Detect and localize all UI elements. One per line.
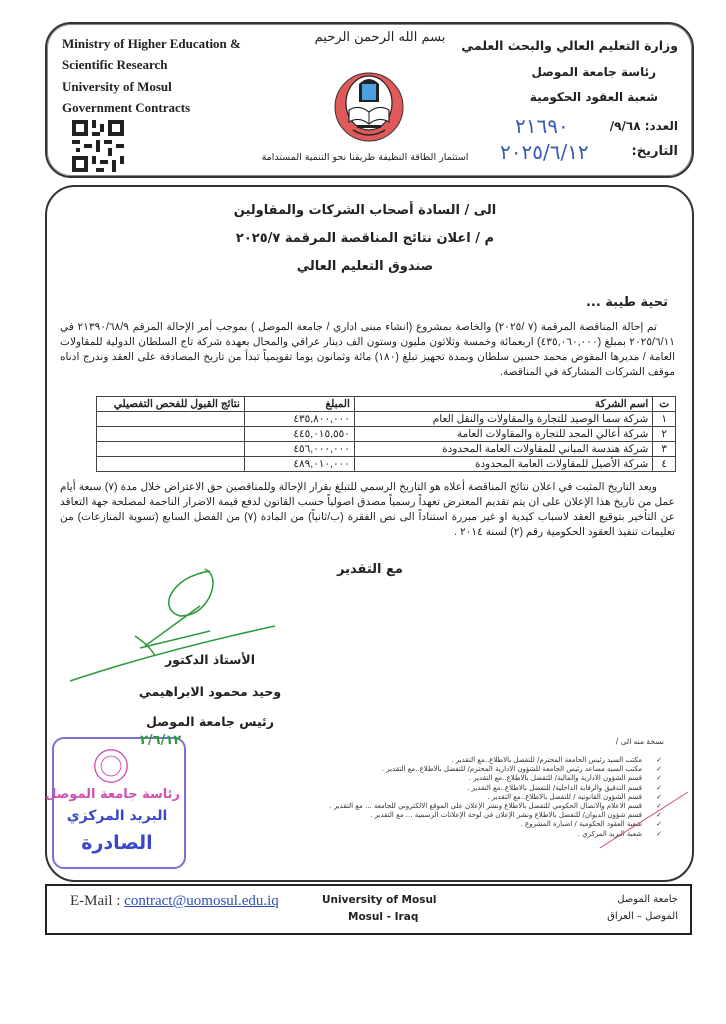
check-icon: ✓ bbox=[656, 802, 662, 811]
signatory-name: وحيد محمود الابراهيمي bbox=[138, 684, 282, 699]
row-amount: ٤٨٩,٠١٠,٠٠٠ bbox=[244, 457, 354, 472]
footer-en-university: University of Mosul bbox=[322, 894, 437, 906]
stamp-line-central-mail: البريد المركزي bbox=[66, 808, 168, 824]
row-result bbox=[97, 412, 245, 427]
row-result bbox=[97, 427, 245, 442]
fund-name: صندوق التعليم العالي bbox=[296, 259, 434, 274]
row-number: ٤ bbox=[653, 457, 676, 472]
email-label: E-Mail : bbox=[70, 893, 125, 909]
footer-en-location: Mosul - Iraq bbox=[348, 911, 419, 923]
row-result bbox=[97, 457, 245, 472]
table-row bbox=[97, 457, 676, 472]
signature-scribble-icon bbox=[60, 566, 300, 686]
paragraph-award: تم إحالة المناقصة المرقمة (٧ /٢٠٢٥) والخاصة بمشروع (انشاء مبنى اداري / جامعة الموصل ) بموجب أمر الإحالة المرقم ٢١٣٩٠/٦٨/٩ في ٢٠٢٥/٦/١١ بمبلغ (٤٣٥,٠٦٠,٠٠٠) اربعمائة وخمسة وثلاثون مليون وستون الف دينار عراقي والمحال بعهدة شركة تاج السلطان الدولية للمقاولات العامة / مديرها المفوض محمد حسين سلطان وبمدة تجهيز تبلغ (١٨٠) مائة وثمانون يوما تقويمياً تبدأ من تاريخ المصادقة على العقد وندرج ادناه موقف الشركات المشاركة في المناقصة. bbox=[60, 321, 676, 378]
basmala: بسم الله الرحمن الرحيم bbox=[314, 30, 446, 45]
list-item: ✓ شعبة العقود الحكومية / اضبارة المشروع . bbox=[520, 820, 662, 829]
table-row bbox=[97, 427, 676, 442]
row-result bbox=[97, 442, 245, 457]
date-label: التاريخ: bbox=[631, 144, 678, 159]
check-icon: ✓ bbox=[656, 811, 662, 820]
table-row bbox=[97, 442, 676, 457]
table-row bbox=[97, 412, 676, 427]
header-number: ت bbox=[653, 397, 676, 412]
header-ar-ministry: وزارة التعليم العالي والبحث العلمي bbox=[461, 38, 678, 53]
footer-email-line bbox=[70, 892, 279, 910]
addressee: الى / السادة أصحاب الشركات والمقاولين bbox=[233, 203, 497, 218]
row-company: شركة هندسة المباني للمقاولات العامة المحدودة bbox=[354, 442, 652, 457]
email-link[interactable]: contract@uomosul.edu.iq bbox=[124, 893, 279, 909]
header-slogan: استثمار الطاقة النظيفة طريقنا نحو التنمية المستدامة bbox=[261, 152, 469, 163]
list-item: ✓ قسم التدقيق والرقابة الداخلية/ للتفضل بالاطلاع..مع التقدير . bbox=[467, 783, 662, 792]
list-item: ✓ شعبة البريد المركزي . bbox=[577, 829, 662, 838]
row-amount: ٤٤٥,٠١٥,٥٥٠ bbox=[244, 427, 354, 442]
signatory-title: الأستاذ الدكتور bbox=[164, 652, 256, 667]
bidders-table bbox=[96, 396, 676, 472]
check-icon: ✓ bbox=[656, 792, 662, 801]
stamp-handwritten-date: ٢/٦/١٢ bbox=[140, 733, 182, 748]
header-ar-division: شعبة العقود الحكومية bbox=[529, 90, 658, 104]
row-amount: ٤٥٦,٠٠٠,٠٠٠ bbox=[244, 442, 354, 457]
pen-mark-icon bbox=[600, 790, 690, 850]
footer-ar-university: جامعة الموصل bbox=[617, 894, 678, 905]
row-number: ٣ bbox=[653, 442, 676, 457]
header-en-university: University of Mosul bbox=[62, 79, 172, 94]
reference-number-label: العدد: ٩/٦٨/ bbox=[609, 119, 678, 133]
stamp-seal-icon bbox=[93, 748, 129, 784]
check-icon: ✓ bbox=[656, 756, 662, 764]
check-icon: ✓ bbox=[656, 765, 662, 774]
header-en-research: Scientific Research bbox=[62, 57, 168, 72]
row-company: شركة سما الوصيد للتجارة والمقاولات والنقل العام bbox=[354, 412, 652, 427]
header-en-contracts: Government Contracts bbox=[62, 100, 191, 115]
row-number: ٢ bbox=[653, 427, 676, 442]
stamp-line-presidency: رئاسة جامعة الموصل bbox=[45, 787, 180, 802]
greeting: تحية طيبة ... bbox=[585, 295, 668, 310]
list-item: ✓ قسم الشؤون القانونية / للتفضل بالاطلاع..مع التقدير . bbox=[487, 792, 662, 801]
list-item: ✓ قسم شؤون الديوان/ للتفضل بالاطلاع ونشر الإعلان في لوحة الإعلانات الرسمية ... مع التقدير . bbox=[370, 811, 662, 820]
date-handwritten: ٢٠٢٥/٦/١٢ bbox=[500, 140, 589, 164]
closing: مع التقدير bbox=[337, 562, 403, 577]
list-item: ✓ قسم الاعلام والاتصال الحكومي للتفضل بالاطلاع ونشر الإعلان على الموقع الالكتروني للجامعة ... مع التقدير . bbox=[329, 802, 662, 811]
reference-number-handwritten: ٢١٦٩٠ bbox=[515, 114, 569, 138]
stamp-line-outgoing: الصادرة bbox=[81, 832, 153, 854]
row-amount: ٤٣٥,٨٠٠,٠٠٠ bbox=[244, 412, 354, 427]
header-company: اسم الشركة bbox=[354, 397, 652, 412]
list-item: ✓ مكتب السيد مساعد رئيس الجامعة للشؤون الادارية المحترم/ للتفضل بالاطلاع..مع التقدير . bbox=[381, 765, 662, 774]
check-icon: ✓ bbox=[656, 774, 662, 783]
signatory-position: رئيس جامعة الموصل bbox=[146, 714, 274, 729]
check-icon: ✓ bbox=[656, 820, 662, 829]
list-item: ✓ قسم الشؤون الادارية والمالية/ للتفضل بالاطلاع..مع التقدير . bbox=[468, 774, 662, 783]
header-en-ministry: Ministry of Higher Education & bbox=[62, 36, 241, 51]
copies-title: نسخة منه الى / bbox=[615, 737, 664, 746]
table-header-row bbox=[97, 397, 676, 412]
check-icon: ✓ bbox=[656, 829, 662, 838]
header-amount: المبلغ bbox=[244, 397, 354, 412]
footer-ar-location: الموصل – العراق bbox=[607, 911, 678, 922]
row-number: ١ bbox=[653, 412, 676, 427]
copies-list bbox=[222, 756, 662, 839]
subject: م / اعلان نتائج المناقصة المرقمة ٢٠٢٥/٧ bbox=[235, 231, 495, 246]
university-logo-icon bbox=[333, 70, 405, 142]
paragraph-objection: ويعد التاريخ المثبت في اعلان نتائج المناقصة أعلاه هو التاريخ الرسمي للتبلغ بقرار الإحالة وللمناقصين حق الاعتراض خلال مدة (٧) سبعة أيام عمل من تاريخ هذا الإعلان على ان يتم تقديم المعترض تعهداً رسمياً مصدق اصولياً حسب القانون لدفع قيمة الاضرار الناجمة لمصلحة جهة التعاقد عن التأخير بتوقيع العقد لاسباب كيدية او غير مبررة استناداً الى نص الفقرة (ب/ثانياً) من المادة (٧) من الفصل السابع (تسوية المنازعات) من تعليمات تنفيذ العقود الحكومية رقم (٢) لسنة ٢٠١٤ . bbox=[60, 481, 675, 538]
qr-code-icon bbox=[72, 120, 124, 172]
check-icon: ✓ bbox=[656, 783, 662, 792]
row-company: شركة أعالي المجد للتجارة والمقاولات العامة bbox=[354, 427, 652, 442]
header-ar-presidency: رئاسة جامعة الموصل bbox=[531, 65, 656, 79]
row-company: شركة الأصيل للمقاولات العامة المحدودة bbox=[354, 457, 652, 472]
header-result: نتائج القبول للفحص التفصيلي bbox=[97, 397, 245, 412]
list-item: ✓ مكتب السيد رئيس الجامعة المحترم/ للتفضل بالاطلاع..مع التقدير . bbox=[451, 756, 662, 764]
